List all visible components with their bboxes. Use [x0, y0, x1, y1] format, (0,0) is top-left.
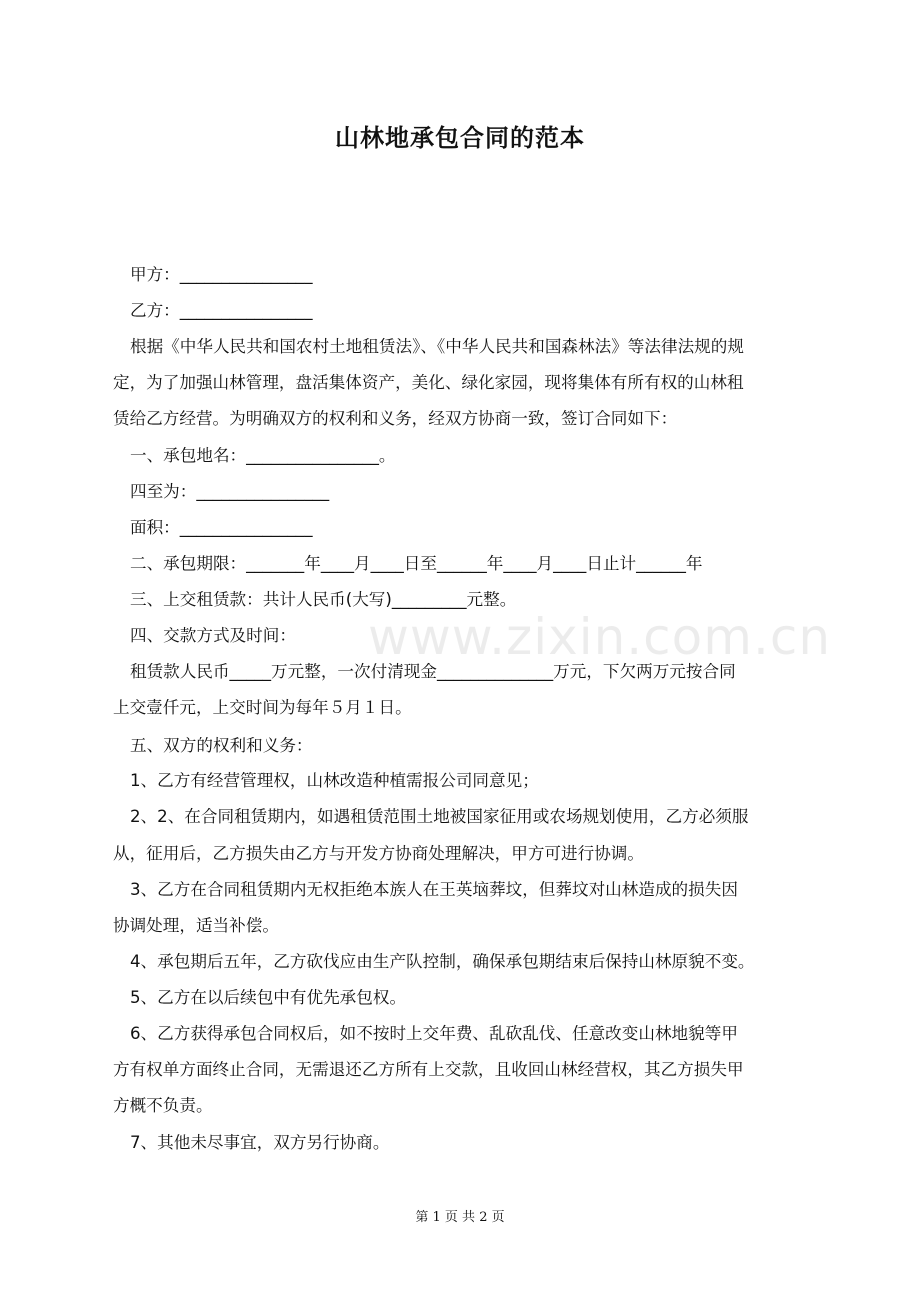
paragraph-line: 租赁款人民币_____万元整，一次付清现金______________万元，下欠两万元按合同: [130, 662, 736, 681]
page-footer: 第 1 页 共 2 页: [415, 1210, 505, 1225]
clause-line: 三、上交租赁款：共计人民币(大写)_________元整。: [130, 590, 517, 609]
clause-line: 协调处理，适当补偿。: [113, 916, 279, 935]
clause-line: 4、承包期后五年，乙方砍伐应由生产队控制，确保承包期结束后保持山林原貌不变。: [130, 952, 755, 971]
clause-line: 一、承包地名：________________。: [130, 446, 396, 465]
paragraph-line: 根据《中华人民共和国农村土地租赁法》、《中华人民共和国森林法》等法律法规的规: [130, 337, 744, 356]
paragraph-line: 定，为了加强山林管理，盘活集体资产，美化、绿化家园，现将集体有所有权的山林租: [113, 373, 744, 392]
clause-line: 5、乙方在以后续包中有优先承包权。: [130, 988, 407, 1007]
paragraph-line: 赁给乙方经营。为明确双方的权利和义务，经双方协商一致，签订合同如下：: [113, 409, 678, 428]
party-b-line: 乙方：________________: [130, 301, 313, 320]
clause-line: 7、其他未尽事宜，双方另行协商。: [130, 1133, 390, 1152]
paragraph-line: 上交壹仟元，上交时间为每年５月１日。: [113, 698, 412, 717]
clause-line: 从，征用后，乙方损失由乙方与开发方协商处理解决，甲方可进行协调。: [113, 844, 644, 863]
clause-line: 6、乙方获得承包合同权后，如不按时上交年费、乱砍乱伐、任意改变山林地貌等甲: [130, 1024, 738, 1043]
clause-line: 四、交款方式及时间：: [130, 626, 296, 645]
watermark: www.zixin.com.cn: [368, 608, 832, 666]
party-a-line: 甲方：________________: [130, 265, 313, 284]
clause-line: 四至为：________________: [130, 482, 330, 501]
clause-line: 1、乙方有经营管理权，山林改造种植需报公司同意见；: [130, 771, 539, 790]
clause-line: 3、乙方在合同租赁期内无权拒绝本族人在王英垴葬坟，但葬坟对山林造成的损失因: [130, 880, 738, 899]
clause-line: 方概不负责。: [113, 1096, 213, 1115]
clause-line: 2、2、在合同租赁期内，如遇租赁范围土地被国家征用或农场规划使用，乙方必须服: [130, 807, 749, 826]
clause-line: 方有权单方面终止合同，无需退还乙方所有上交款，且收回山林经营权，其乙方损失甲: [113, 1060, 744, 1079]
clause-line: 面积：________________: [130, 518, 313, 537]
section-heading: 五、双方的权利和义务：: [130, 736, 313, 755]
document-title: 山林地承包合同的范本: [335, 124, 585, 152]
clause-line: 二、承包期限：_______年____月____日至______年____月____日止计______年: [130, 554, 703, 573]
